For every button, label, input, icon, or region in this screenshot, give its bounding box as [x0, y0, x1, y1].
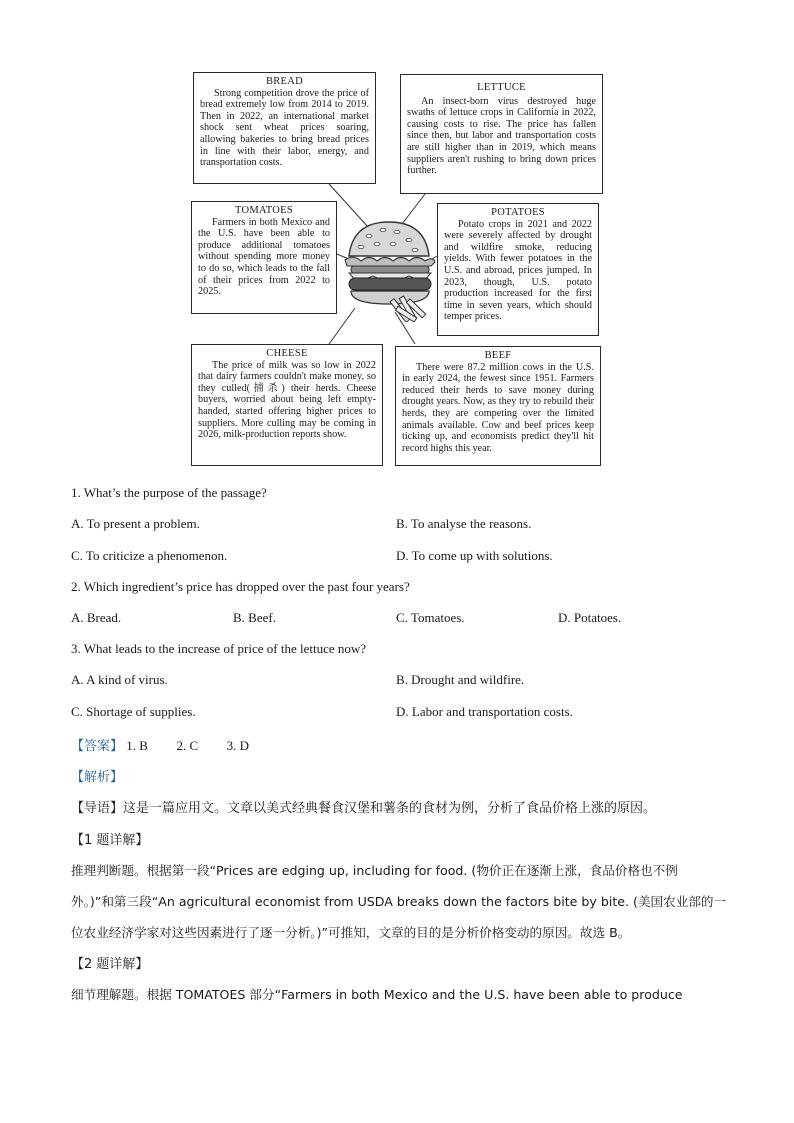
question-2-option-c: C. Tomatoes.	[396, 610, 465, 625]
q2-detail-line-1: 细节理解题。根据 TOMATOES 部分“Farmers in both Mexico and the U.S. have been able to produce	[71, 987, 683, 1002]
q2-detail-label: 【2 题详解】	[71, 957, 149, 972]
cheese-text: The price of milk was so low in 2022 that dairy farmers couldn't make money, so they culled(捕杀) their herds. Cheese buyers, worried about being left empty-handed, started offering higher prices to suppliers. More culling may be coming in 2026, milk-production reports show.	[198, 359, 376, 441]
cheese-box	[191, 344, 383, 466]
question-2-option-b: B. Beef.	[233, 610, 276, 625]
question-3-option-c: C. Shortage of supplies.	[71, 704, 196, 719]
question-3-stem: 3. What leads to the increase of price of the lettuce now?	[71, 641, 367, 656]
cheese-title: CHEESE	[266, 348, 308, 359]
question-3-option-b: B. Drought and wildfire.	[396, 672, 525, 687]
question-1-option-a: A. To present a problem.	[71, 516, 200, 531]
bread-title: BREAD	[265, 76, 304, 87]
guide-label: 【导语】	[71, 801, 124, 816]
question-1-option-c: C. To criticize a phenomenon.	[71, 548, 228, 563]
guide-text: 这是一篇应用文。文章以美式经典餐食汉堡和薯条的食材为例，分析了食品价格上涨的原因。	[123, 801, 657, 816]
bread-box	[193, 72, 376, 184]
tomatoes-title: TOMATOES	[234, 205, 294, 216]
tomatoes-text: Farmers in both Mexico and the U.S. have been able to produce additional tomatoes without spending more money to do so, which leads to the fall of their prices from 2022 to 2025.	[198, 216, 330, 298]
beef-title: BEEF	[484, 350, 512, 361]
q1-detail-line-3: 位农业经济学家对这些因素进行了逐一分析。)”可推知，文章的目的是分析价格变动的原因。故选 B。	[71, 925, 631, 940]
question-1-option-b: B. To analyse the reasons.	[396, 516, 532, 531]
question-2-stem: 2. Which ingredient’s price has dropped over the past four years?	[71, 579, 410, 594]
guide-row	[71, 797, 656, 816]
q1-detail-label: 【1 题详解】	[71, 833, 149, 848]
potatoes-title: POTATOES	[491, 207, 545, 218]
potatoes-text: Potato crops in 2021 and 2022 were severely affected by drought and wildfire smoke, reducing yields. With fewer potatoes in the U.S. and abroad, prices jumped. In 2023, though, U.S. potato production increased for the first time in seven years, which should temper prices.	[444, 218, 592, 323]
question-3-option-a: A. A kind of virus.	[71, 672, 168, 687]
question-2-option-d: D. Potatoes.	[558, 610, 622, 625]
bread-text: Strong competition drove the price of bread extremely low from 2014 to 2019. Then in 2022, an international market shock sent wheat prices soaring, allowing bakeries to bring bread prices in line with their labor, energy, and transportation costs.	[200, 87, 369, 169]
question-2-option-a: A. Bread.	[71, 610, 122, 625]
answer-row	[71, 735, 249, 754]
answer-item-2: 2. C	[176, 738, 199, 753]
burger-fries-illustration	[339, 214, 443, 322]
potatoes-box	[437, 203, 599, 336]
analysis-label: 【解析】	[71, 770, 124, 785]
question-3-option-d: D. Labor and transportation costs.	[396, 704, 573, 719]
answer-item-1: 1. B	[126, 738, 148, 753]
lettuce-box	[400, 74, 603, 194]
beef-text: There were 87.2 million cows in the U.S. in early 2024, the fewest since 1951. Farmers reduced their herds to save money during drought years. Now, as they try to rebuild their herds, they are competing over the limited animals available. Cow and beef prices keep ticking up, and economists predict they'll hit record highs this year.	[402, 361, 594, 454]
lettuce-title: LETTUCE	[477, 82, 526, 93]
answer-label: 【答案】	[71, 739, 124, 754]
lettuce-text: An insect-born virus destroyed huge swaths of lettuce crops in California in 2022, causing costs to rise. The price has fallen since then, but labor and transportation costs are still higher than in 2019, which means suppliers aren't rushing to bring down prices further.	[407, 95, 596, 177]
q1-detail-line-2: 外。)”和第三段“An agricultural economist from USDA breaks down the factors bite by bite. (美国农业部的一	[71, 894, 727, 909]
tomatoes-box	[191, 201, 337, 314]
beef-box	[395, 346, 601, 466]
question-1-stem: 1. What’s the purpose of the passage?	[71, 485, 267, 500]
answer-item-3: 3. D	[226, 738, 249, 753]
infographic-figure	[189, 68, 606, 470]
q1-detail-line-1: 推理判断题。根据第一段“Prices are edging up, including for food. (物价正在逐渐上涨，食品价格也不例	[71, 863, 678, 878]
question-1-option-d: D. To come up with solutions.	[396, 548, 553, 563]
